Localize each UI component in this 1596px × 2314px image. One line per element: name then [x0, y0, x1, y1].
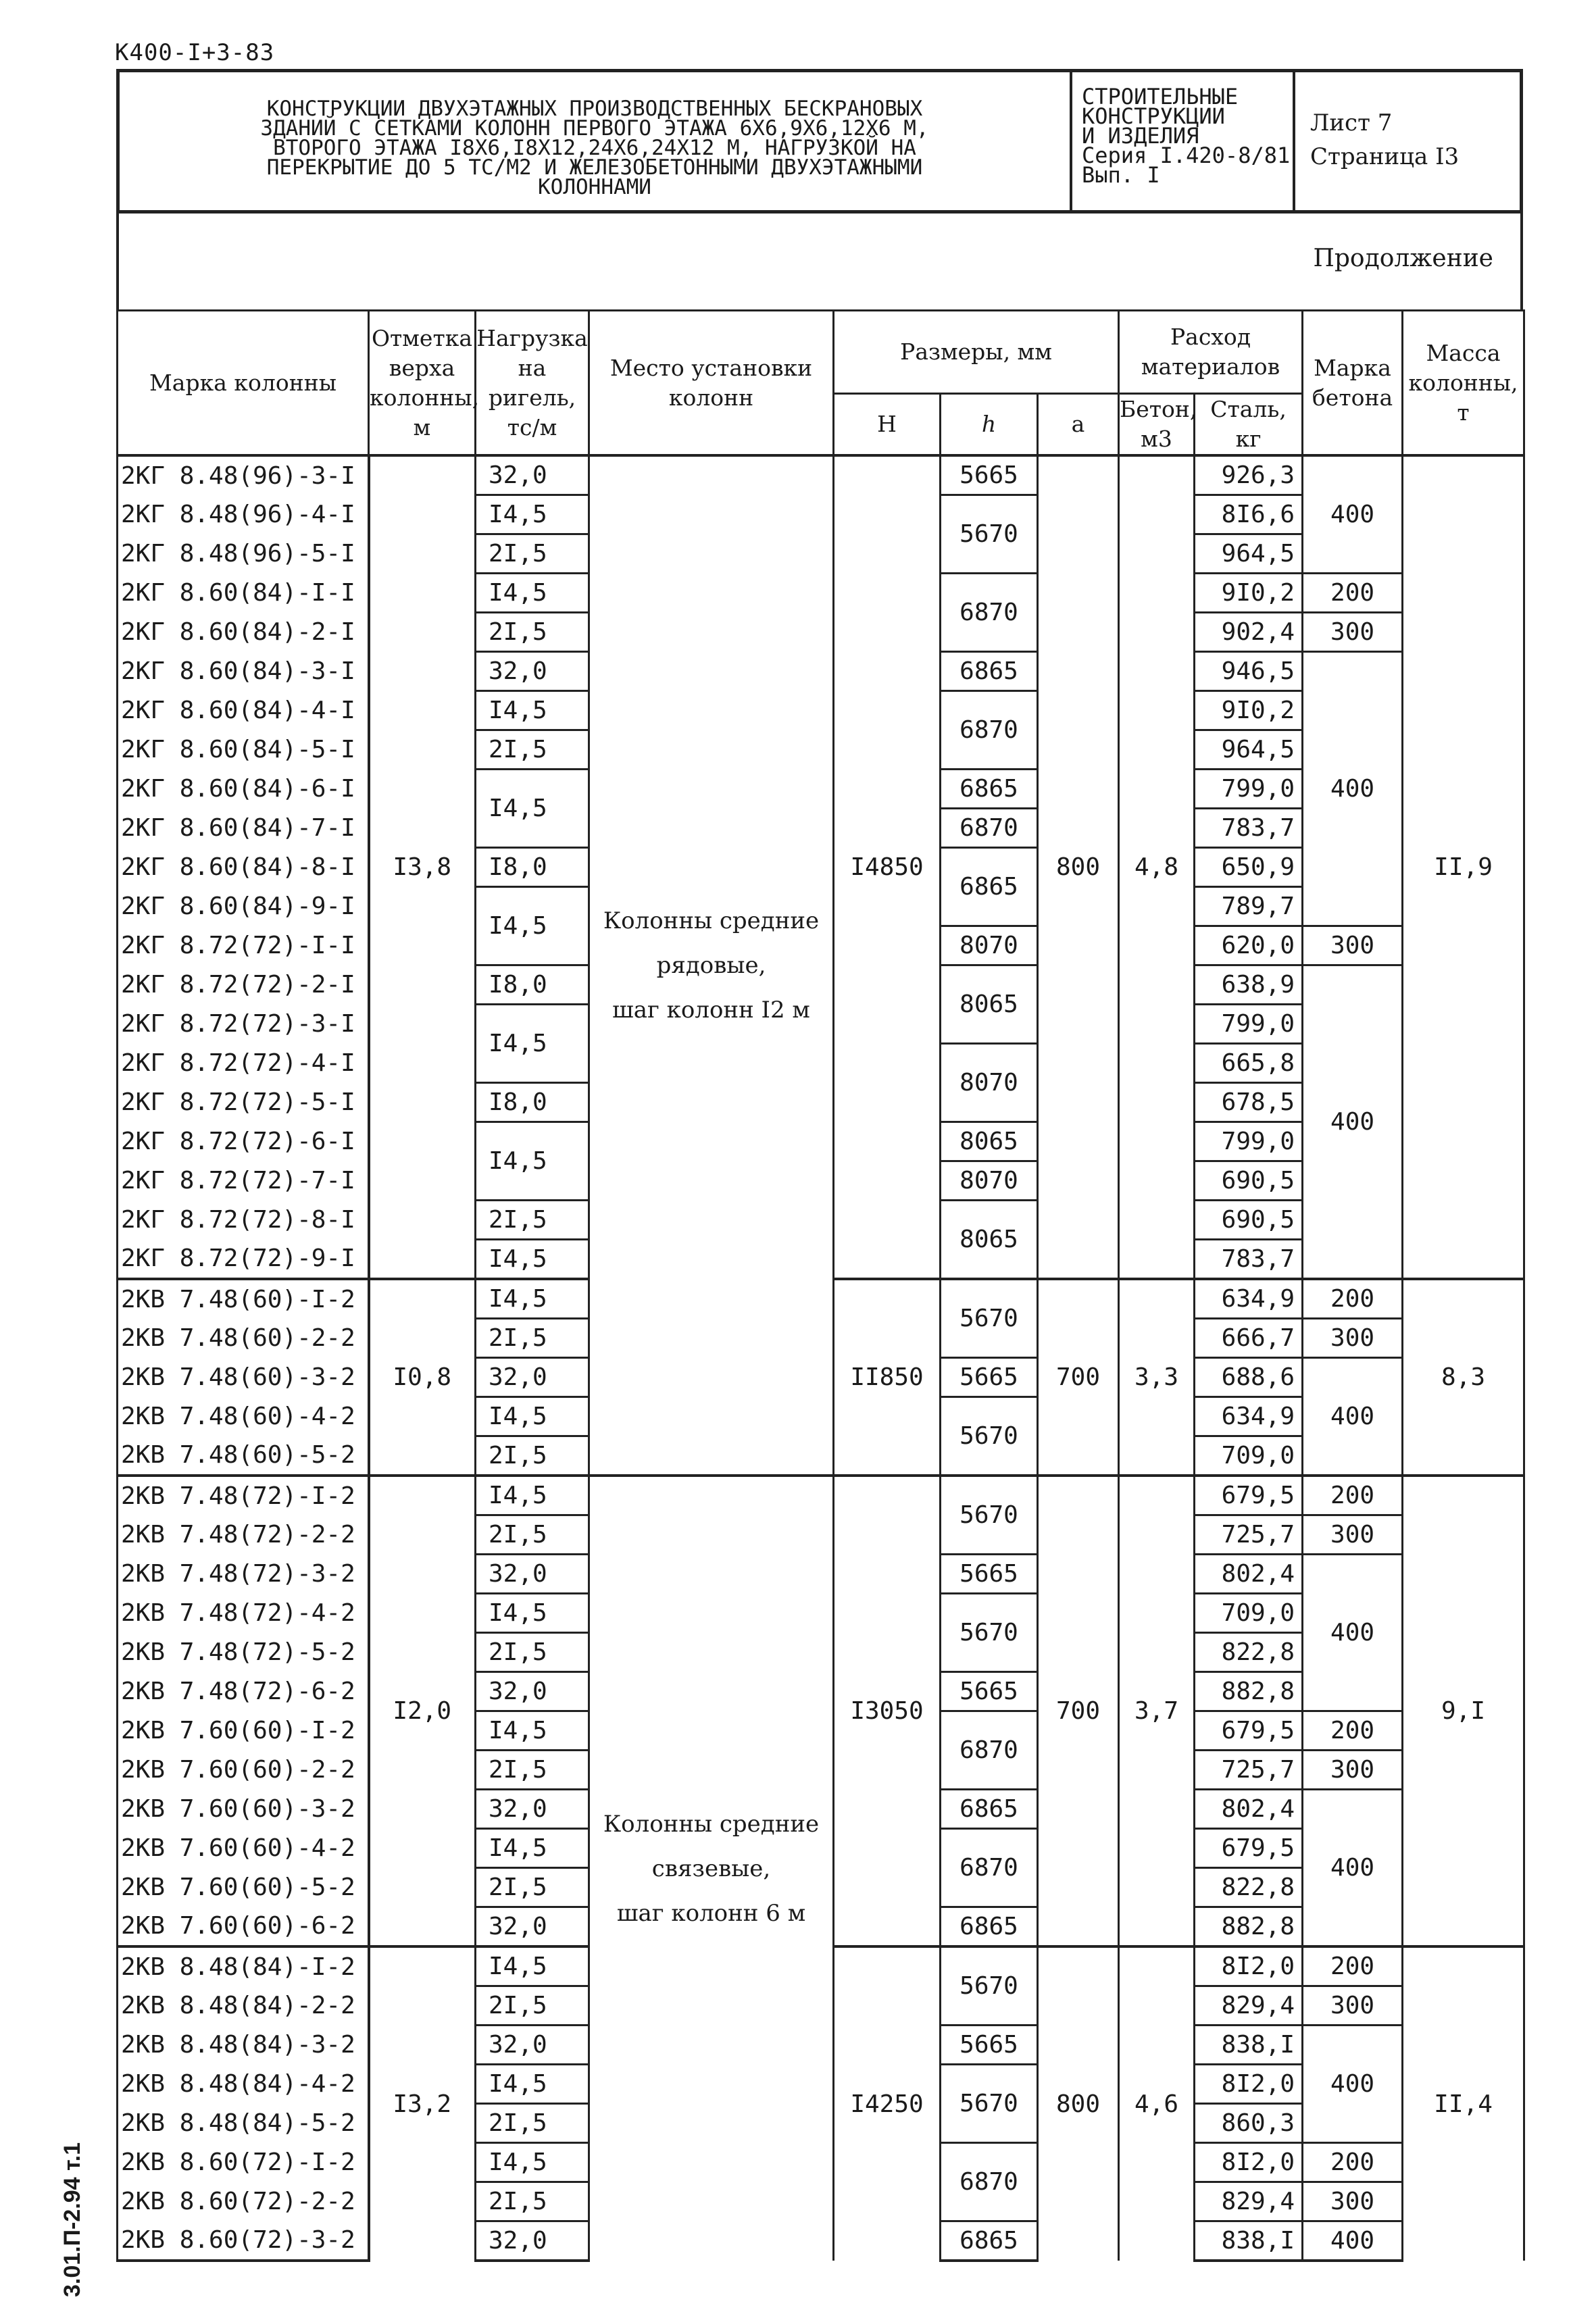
column-mark: 2КВ 7.48(72)-2-2 [118, 1515, 369, 1555]
height-h-cell: 5670 [941, 1594, 1038, 1672]
load-cell: I4,5 [476, 1240, 589, 1280]
concrete-volume-cell: 4,8 [1119, 455, 1195, 1279]
steel-cell: 964,5 [1195, 534, 1303, 574]
column-mark: 2КВ 8.60(72)-I-2 [118, 2143, 369, 2182]
load-cell: 32,0 [476, 1555, 589, 1594]
concrete-grade-cell: 300 [1303, 1319, 1403, 1358]
height-h-cell: 6865 [941, 1790, 1038, 1829]
height-h-cell: 6870 [941, 2143, 1038, 2221]
header-mass: Масса колонны, т [1403, 311, 1524, 456]
steel-cell: 802,4 [1195, 1555, 1303, 1594]
steel-cell: 8I2,0 [1195, 2143, 1303, 2182]
height-h-cell: 5670 [941, 495, 1038, 574]
load-cell: 32,0 [476, 1358, 589, 1397]
column-mark: 2КВ 8.48(84)-3-2 [118, 2026, 369, 2065]
concrete-grade-cell: 400 [1303, 2026, 1403, 2143]
header-concrete: Бетон, м3 [1119, 394, 1195, 456]
steel-cell: 838,I [1195, 2026, 1303, 2065]
column-mark: 2КГ 8.60(84)-7-I [118, 809, 369, 848]
column-mark: 2КВ 7.48(72)-5-2 [118, 1633, 369, 1672]
load-cell: I4,5 [476, 887, 589, 965]
elevation-cell: I3,8 [369, 455, 476, 1279]
steel-cell: 882,8 [1195, 1672, 1303, 1711]
load-cell: I4,5 [476, 1397, 589, 1436]
steel-cell: 679,5 [1195, 1829, 1303, 1868]
column-mark: 2КВ 7.48(60)-2-2 [118, 1319, 369, 1358]
height-h-cell: 6865 [941, 848, 1038, 926]
load-cell: I4,5 [476, 1594, 589, 1633]
header-steel: Сталь, кг [1195, 394, 1303, 456]
steel-cell: 860,3 [1195, 2104, 1303, 2143]
load-cell: 2I,5 [476, 613, 589, 652]
title-line: КОНСТРУКЦИИ ДВУХЭТАЖНЫХ ПРОИЗВОДСТВЕННЫХ БЕСКРАНОВЫХ [266, 97, 923, 121]
column-mark: 2КВ 7.60(60)-6-2 [118, 1907, 369, 1947]
concrete-grade-cell: 300 [1303, 1751, 1403, 1790]
column-mark: 2КВ 8.48(84)-2-2 [118, 1986, 369, 2026]
column-mark: 2КГ 8.60(84)-4-I [118, 691, 369, 730]
table-row [118, 455, 1524, 495]
column-mark: 2КВ 7.48(72)-4-2 [118, 1594, 369, 1633]
steel-cell: 9I0,2 [1195, 691, 1303, 730]
load-cell: 2I,5 [476, 1751, 589, 1790]
title-line: ПЕРЕКРЫТИЕ ДО 5 ТС/М2 И ЖЕЛЕЗОБЕТОННЫМИ ДВУХЭТАЖНЫМИ [266, 155, 923, 180]
concrete-grade-cell: 400 [1303, 1358, 1403, 1476]
concrete-volume-cell: 3,3 [1119, 1279, 1195, 1476]
steel-cell: 688,6 [1195, 1358, 1303, 1397]
height-h-cell: 5670 [941, 1476, 1038, 1555]
height-h-cell: 8065 [941, 1122, 1038, 1161]
height-H-cell: I3050 [834, 1476, 941, 1946]
steel-cell: 650,9 [1195, 848, 1303, 887]
steel-cell: 690,5 [1195, 1161, 1303, 1201]
column-mark: 2КГ 8.72(72)-6-I [118, 1122, 369, 1161]
column-mark: 2КГ 8.60(84)-I-I [118, 574, 369, 613]
load-cell: 2I,5 [476, 534, 589, 574]
height-h-cell: 6870 [941, 691, 1038, 770]
title-block [116, 69, 1523, 213]
steel-cell: 666,7 [1195, 1319, 1303, 1358]
header-H: H [834, 394, 941, 456]
load-cell: 2I,5 [476, 1319, 589, 1358]
steel-cell: 802,4 [1195, 1790, 1303, 1829]
height-h-cell: 6865 [941, 2221, 1038, 2261]
load-cell: 32,0 [476, 1907, 589, 1947]
load-cell: I4,5 [476, 1279, 589, 1319]
column-mark: 2КВ 8.60(72)-3-2 [118, 2221, 369, 2261]
header-mark: Марка колонны [118, 311, 369, 456]
column-mark: 2КГ 8.60(84)-8-I [118, 848, 369, 887]
placement-cell [589, 1476, 834, 2261]
header-a: а [1038, 394, 1119, 456]
load-cell: I4,5 [476, 1005, 589, 1083]
column-mark: 2КГ 8.72(72)-7-I [118, 1161, 369, 1201]
height-h-cell: 5670 [941, 2065, 1038, 2143]
height-h-cell: 5665 [941, 1555, 1038, 1594]
series-line: СТРОИТЕЛЬНЫЕ [1082, 84, 1239, 109]
concrete-grade-cell: 300 [1303, 2182, 1403, 2221]
columns-table [116, 309, 1525, 2262]
mass-cell: II,9 [1403, 455, 1524, 1279]
mass-cell: II,4 [1403, 1946, 1524, 2261]
series-line: Серия I.420-8/81 [1082, 143, 1291, 168]
continuation-band [116, 211, 1523, 311]
height-H-cell: II850 [834, 1279, 941, 1476]
load-cell: I8,0 [476, 965, 589, 1005]
dimension-a-cell: 800 [1038, 455, 1119, 1279]
steel-cell: 620,0 [1195, 926, 1303, 965]
height-h-cell: 6865 [941, 770, 1038, 809]
height-h-cell: 6865 [941, 652, 1038, 691]
steel-cell: 783,7 [1195, 809, 1303, 848]
load-cell: 32,0 [476, 2026, 589, 2065]
column-mark: 2КГ 8.48(96)-5-I [118, 534, 369, 574]
column-mark: 2КГ 8.60(84)-9-I [118, 887, 369, 926]
column-mark: 2КГ 8.72(72)-2-I [118, 965, 369, 1005]
concrete-grade-cell: 400 [1303, 1555, 1403, 1711]
height-h-cell: 5665 [941, 455, 1038, 495]
concrete-grade-cell: 400 [1303, 2221, 1403, 2261]
column-mark: 2КВ 8.48(84)-4-2 [118, 2065, 369, 2104]
steel-cell: 822,8 [1195, 1868, 1303, 1907]
column-mark: 2КВ 7.48(60)-5-2 [118, 1436, 369, 1476]
elevation-cell: I3,2 [369, 1946, 476, 2261]
column-mark: 2КГ 8.72(72)-9-I [118, 1240, 369, 1280]
series-info [1072, 72, 1295, 210]
load-cell: I4,5 [476, 2065, 589, 2104]
steel-cell: 882,8 [1195, 1907, 1303, 1947]
dimension-a-cell: 800 [1038, 1946, 1119, 2261]
steel-cell: 829,4 [1195, 2182, 1303, 2221]
concrete-grade-cell: 400 [1303, 455, 1403, 574]
column-mark: 2КГ 8.48(96)-4-I [118, 495, 369, 534]
height-h-cell: 6870 [941, 809, 1038, 848]
concrete-grade-cell: 300 [1303, 926, 1403, 965]
column-mark: 2КВ 7.48(60)-4-2 [118, 1397, 369, 1436]
steel-cell: 946,5 [1195, 652, 1303, 691]
load-cell: I4,5 [476, 495, 589, 534]
concrete-grade-cell: 200 [1303, 1476, 1403, 1515]
concrete-grade-cell: 200 [1303, 1279, 1403, 1319]
height-h-cell: 8070 [941, 1161, 1038, 1201]
concrete-grade-cell: 200 [1303, 2143, 1403, 2182]
load-cell: 32,0 [476, 652, 589, 691]
column-mark: 2КВ 7.60(60)-3-2 [118, 1790, 369, 1829]
table-row [118, 1476, 1524, 1515]
document-code: К400-I+3-83 [115, 39, 275, 66]
steel-cell: 725,7 [1195, 1751, 1303, 1790]
height-h-cell: 6870 [941, 1711, 1038, 1790]
series-line: Вып. I [1082, 162, 1160, 188]
placement-line: шаг колонн I2 м [612, 997, 810, 1024]
column-mark: 2КГ 8.72(72)-4-I [118, 1044, 369, 1083]
height-h-cell: 5670 [941, 1946, 1038, 2026]
steel-cell: 679,5 [1195, 1476, 1303, 1515]
concrete-grade-cell: 300 [1303, 1515, 1403, 1555]
column-mark: 2КВ 8.48(84)-I-2 [118, 1946, 369, 1986]
load-cell: I4,5 [476, 691, 589, 730]
steel-cell: 8I2,0 [1195, 2065, 1303, 2104]
height-h-cell: 8065 [941, 1201, 1038, 1280]
column-mark: 2КГ 8.60(84)-5-I [118, 730, 369, 770]
load-cell: 2I,5 [476, 1986, 589, 2026]
placement-line: рядовые, [656, 952, 766, 979]
steel-cell: 822,8 [1195, 1633, 1303, 1672]
load-cell: 2I,5 [476, 1868, 589, 1907]
height-h-cell: 5665 [941, 1358, 1038, 1397]
elevation-cell: I0,8 [369, 1279, 476, 1476]
height-H-cell: I4250 [834, 1946, 941, 2261]
steel-cell: 783,7 [1195, 1240, 1303, 1280]
height-h-cell: 6870 [941, 574, 1038, 652]
header-consumption: Расход материалов [1119, 311, 1303, 394]
height-h-cell: 8070 [941, 926, 1038, 965]
load-cell: 32,0 [476, 2221, 589, 2261]
steel-cell: 8I2,0 [1195, 1946, 1303, 1986]
height-h-cell: 8065 [941, 965, 1038, 1044]
concrete-grade-cell: 400 [1303, 652, 1403, 926]
document-title [120, 72, 1072, 210]
placement-line: связевые, [651, 1855, 771, 1882]
header-elevation: Отметка верха колонны, м [369, 311, 476, 456]
steel-cell: 8I6,6 [1195, 495, 1303, 534]
column-mark: 2КВ 8.48(84)-5-2 [118, 2104, 369, 2143]
series-line: И ИЗДЕЛИЯ [1082, 123, 1199, 149]
steel-cell: 799,0 [1195, 1122, 1303, 1161]
placement-line: Колонны средние [603, 907, 820, 934]
column-mark: 2КВ 7.48(60)-3-2 [118, 1358, 369, 1397]
steel-cell: 679,5 [1195, 1711, 1303, 1751]
height-h-cell: 6865 [941, 1907, 1038, 1947]
steel-cell: 829,4 [1195, 1986, 1303, 2026]
load-cell: I8,0 [476, 848, 589, 887]
column-mark: 2КГ 8.72(72)-3-I [118, 1005, 369, 1044]
page-number: Страница I3 [1310, 143, 1460, 170]
column-mark: 2КВ 7.48(72)-6-2 [118, 1672, 369, 1711]
load-cell: 2I,5 [476, 1201, 589, 1240]
column-mark: 2КВ 7.60(60)-I-2 [118, 1711, 369, 1751]
concrete-grade-cell: 200 [1303, 1711, 1403, 1751]
concrete-grade-cell: 400 [1303, 1790, 1403, 1947]
steel-cell: 665,8 [1195, 1044, 1303, 1083]
concrete-volume-cell: 4,6 [1119, 1946, 1195, 2261]
steel-cell: 9I0,2 [1195, 574, 1303, 613]
series-line: КОНСТРУКЦИИ [1082, 103, 1225, 129]
elevation-cell: I2,0 [369, 1476, 476, 1946]
mass-cell: 8,3 [1403, 1279, 1524, 1476]
steel-cell: 964,5 [1195, 730, 1303, 770]
steel-cell: 709,0 [1195, 1436, 1303, 1476]
header-sizes: Размеры, мм [834, 311, 1119, 394]
height-h-cell: 5665 [941, 2026, 1038, 2065]
concrete-grade-cell: 200 [1303, 1946, 1403, 1986]
column-mark: 2КВ 7.60(60)-2-2 [118, 1751, 369, 1790]
load-cell: I4,5 [476, 1946, 589, 1986]
concrete-grade-cell: 300 [1303, 1986, 1403, 2026]
column-mark: 2КГ 8.48(96)-3-I [118, 455, 369, 495]
steel-cell: 926,3 [1195, 455, 1303, 495]
dimension-a-cell: 700 [1038, 1279, 1119, 1476]
load-cell: I4,5 [476, 2143, 589, 2182]
column-mark: 2КВ 7.60(60)-5-2 [118, 1868, 369, 1907]
load-cell: I4,5 [476, 574, 589, 613]
title-line: ВТОРОГО ЭТАЖА I8Х6,I8Х12,24Х6,24Х12 М, НАГРУЗКОЙ НА [273, 136, 916, 160]
column-mark: 2КВ 8.60(72)-2-2 [118, 2182, 369, 2221]
sheet-info [1295, 72, 1520, 210]
height-h-cell: 5665 [941, 1672, 1038, 1711]
column-mark: 2КГ 8.60(84)-6-I [118, 770, 369, 809]
mass-cell: 9,I [1403, 1476, 1524, 1946]
load-cell: I4,5 [476, 770, 589, 848]
steel-cell: 725,7 [1195, 1515, 1303, 1555]
height-h-cell: 5670 [941, 1279, 1038, 1358]
height-h-cell: 6870 [941, 1829, 1038, 1907]
table-body [118, 455, 1524, 2261]
load-cell: 2I,5 [476, 1436, 589, 1476]
load-cell: 32,0 [476, 455, 589, 495]
concrete-grade-cell: 300 [1303, 613, 1403, 652]
continuation-label: Продолжение [1313, 245, 1493, 272]
placement-line: Колонны средние [603, 1811, 820, 1838]
title-line: ЗДАНИЙ С СЕТКАМИ КОЛОНН ПЕРВОГО ЭТАЖА 6Х6,9Х6,12Х6 М, [260, 116, 929, 141]
dimension-a-cell: 700 [1038, 1476, 1119, 1946]
column-mark: 2КГ 8.72(72)-8-I [118, 1201, 369, 1240]
column-mark: 2КВ 7.48(72)-3-2 [118, 1555, 369, 1594]
load-cell: I4,5 [476, 1476, 589, 1515]
load-cell: I8,0 [476, 1083, 589, 1122]
steel-cell: 799,0 [1195, 770, 1303, 809]
load-cell: 32,0 [476, 1790, 589, 1829]
height-h-cell: 5670 [941, 1397, 1038, 1476]
load-cell: 2I,5 [476, 2182, 589, 2221]
steel-cell: 789,7 [1195, 887, 1303, 926]
header-grade: Марка бетона [1303, 311, 1403, 456]
column-mark: 2КВ 7.48(72)-I-2 [118, 1476, 369, 1515]
concrete-grade-cell: 400 [1303, 965, 1403, 1280]
load-cell: 2I,5 [476, 2104, 589, 2143]
concrete-grade-cell: 200 [1303, 574, 1403, 613]
height-H-cell: I4850 [834, 455, 941, 1279]
side-archive-code: 3.01.П-2.94 т.1 [59, 2142, 85, 2297]
sheet-number: Лист 7 [1310, 109, 1393, 136]
header-load: Нагрузка на ригель, тс/м [476, 311, 589, 456]
load-cell: I4,5 [476, 1122, 589, 1201]
column-mark: 2КГ 8.72(72)-5-I [118, 1083, 369, 1122]
steel-cell: 634,9 [1195, 1397, 1303, 1436]
placement-line: шаг колонн 6 м [616, 1900, 806, 1927]
column-mark: 2КВ 7.60(60)-4-2 [118, 1829, 369, 1868]
load-cell: I4,5 [476, 1711, 589, 1751]
steel-cell: 799,0 [1195, 1005, 1303, 1044]
steel-cell: 638,9 [1195, 965, 1303, 1005]
height-h-cell: 8070 [941, 1044, 1038, 1122]
column-mark: 2КГ 8.72(72)-I-I [118, 926, 369, 965]
concrete-volume-cell: 3,7 [1119, 1476, 1195, 1946]
steel-cell: 709,0 [1195, 1594, 1303, 1633]
header-place: Место установки колонн [589, 311, 834, 456]
steel-cell: 838,I [1195, 2221, 1303, 2261]
placement-cell [589, 455, 834, 1476]
load-cell: I4,5 [476, 1829, 589, 1868]
column-mark: 2КВ 7.48(60)-I-2 [118, 1279, 369, 1319]
load-cell: 32,0 [476, 1672, 589, 1711]
steel-cell: 634,9 [1195, 1279, 1303, 1319]
title-line: КОЛОННАМИ [538, 175, 651, 199]
column-mark: 2КГ 8.60(84)-3-I [118, 652, 369, 691]
load-cell: 2I,5 [476, 730, 589, 770]
header-h: h [941, 394, 1038, 456]
column-mark: 2КГ 8.60(84)-2-I [118, 613, 369, 652]
load-cell: 2I,5 [476, 1633, 589, 1672]
steel-cell: 902,4 [1195, 613, 1303, 652]
steel-cell: 690,5 [1195, 1201, 1303, 1240]
load-cell: 2I,5 [476, 1515, 589, 1555]
steel-cell: 678,5 [1195, 1083, 1303, 1122]
